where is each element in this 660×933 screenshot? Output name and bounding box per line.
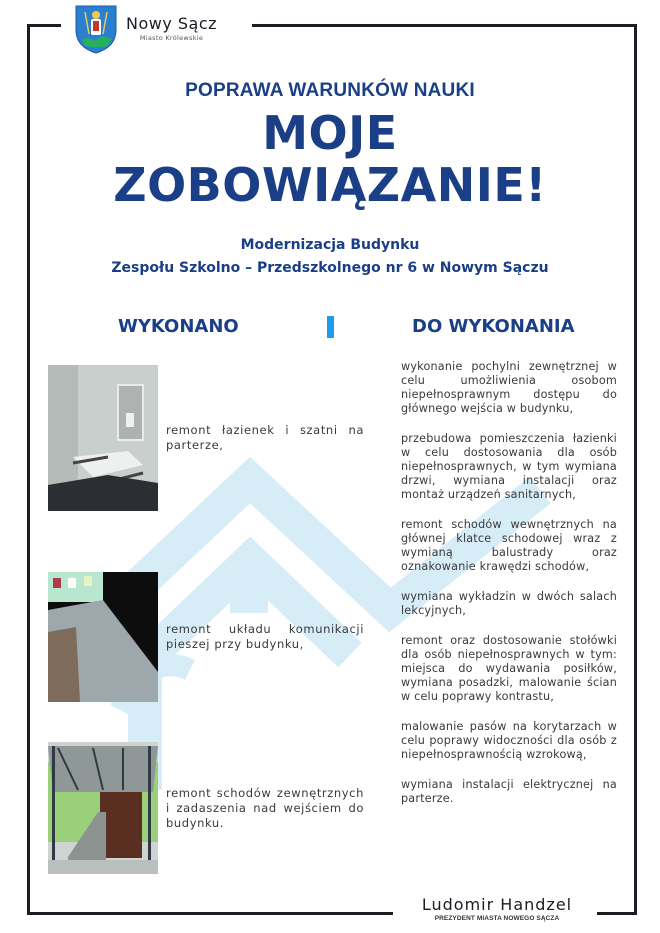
frame-line-top-right	[252, 24, 637, 27]
city-coat-of-arms-icon	[74, 4, 118, 54]
title-line-1: MOJE	[262, 106, 398, 160]
done-item-text: remont schodów zewnętrznych i zadaszenia nad wejściem do budynku.	[166, 785, 364, 830]
todo-list	[401, 360, 617, 822]
page-title	[0, 107, 660, 211]
city-logo	[74, 4, 223, 54]
todo-item: malowanie pasów na korytarzach w celu poprawy widoczności dla osób z niepełnosprawnością wzrokową,	[401, 720, 617, 761]
signature-block	[398, 896, 596, 922]
todo-item: wymiana wykładzin w dwóch salach lekcyjnych,	[401, 590, 617, 617]
signature-name: Ludomir Handzel	[421, 895, 573, 914]
frame-line-bottom-right	[597, 912, 637, 915]
page-subtitle	[0, 234, 660, 280]
todo-item: przebudowa pomieszczenia łazienki w celu dostosowania dla osób niepełnosprawnych, w tym wymiana drzwi, wymiana instalacji oraz montaż urządzeń sanitarnych,	[401, 432, 617, 501]
todo-item: wymiana instalacji elektrycznej na parterze.	[401, 778, 617, 805]
todo-item: wykonanie pochylni zewnętrznej w celu umożliwienia osobom niepełnosprawnym dostępu do głównego wejścia w budynku,	[401, 360, 617, 415]
city-name: Nowy Sącz	[126, 14, 218, 33]
todo-item: remont schodów wewnętrznych na głównej klatce schodowej wraz z wymianą balustrady oraz oznakowanie krawędzi schodów,	[401, 518, 617, 573]
kicker-heading: POPRAWA WARUNKÓW NAUKI	[185, 80, 475, 101]
column-divider	[327, 316, 334, 338]
frame-line-top-left	[27, 24, 61, 27]
done-item	[48, 365, 364, 511]
subtitle-line-1: Modernizacja Budynku	[240, 237, 420, 253]
todo-item: remont oraz dostosowanie stołówki dla osób niepełnosprawnych w tym: miejsca do wydawania posiłków, wymiana posadzki, malowanie ścian w celu poprawy kontrastu,	[401, 634, 617, 703]
title-line-2: ZOBOWIĄZANIE!	[113, 158, 547, 212]
entrance-stairs-photo	[48, 742, 158, 874]
done-item-text: remont układu komunikacji pieszej przy budynku,	[166, 622, 364, 651]
frame-line-bottom-left	[27, 912, 393, 915]
done-item	[48, 572, 364, 702]
bathroom-photo	[48, 365, 158, 511]
done-item-text: remont łazienek i szatni na parterze,	[166, 423, 364, 452]
subtitle-line-2: Zespołu Szkolno – Przedszkolnego nr 6 w Nowym Sączu	[111, 260, 549, 276]
done-column-heading: WYKONANO	[118, 316, 239, 337]
done-item	[48, 742, 364, 874]
walkway-photo	[48, 572, 158, 702]
todo-column-heading: DO WYKONANIA	[412, 316, 575, 337]
city-subtitle: Miasto Królewskie	[139, 34, 204, 42]
signature-role: PREZYDENT MIASTA NOWEGO SĄCZA	[434, 915, 560, 922]
